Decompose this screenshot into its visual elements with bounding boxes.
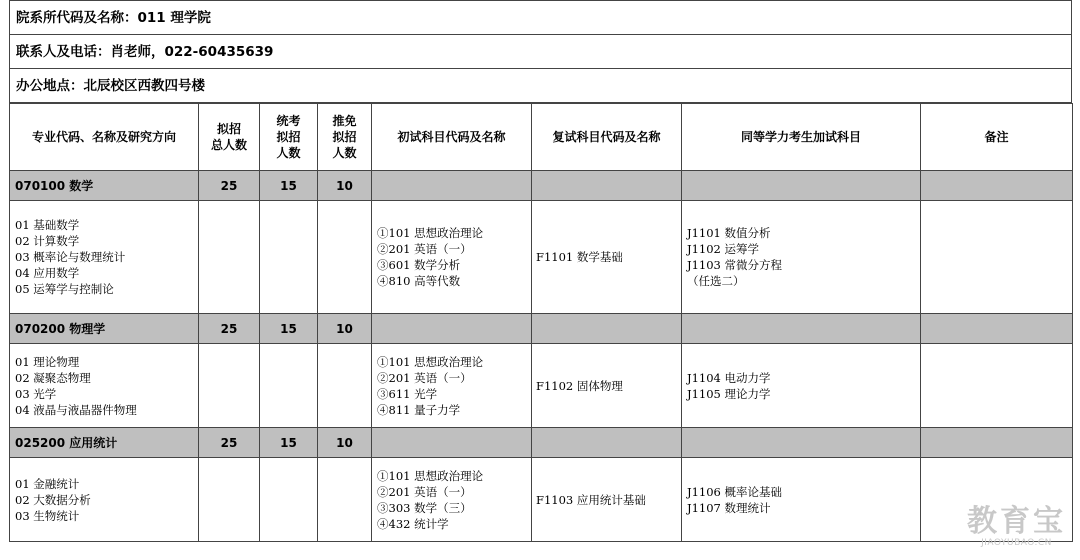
watermark-logo xyxy=(967,506,1066,548)
total-count: 25 xyxy=(199,171,260,201)
empty-cell xyxy=(199,458,260,542)
header-exempt: 推免 拟招 人数 xyxy=(318,104,372,171)
direction-item: 03 光学 xyxy=(15,386,57,401)
watermark-text: 教育宝 xyxy=(967,504,1066,539)
first-exam-item: ④432 统计学 xyxy=(377,516,449,531)
empty-cell xyxy=(199,344,260,428)
direction-item: 05 运筹学与控制论 xyxy=(15,282,114,296)
extra-exam-cell xyxy=(682,458,921,542)
group-cell xyxy=(682,171,921,201)
group-cell xyxy=(372,428,532,458)
extra-exam-cell xyxy=(682,344,921,428)
first-exam-cell xyxy=(372,458,532,542)
empty-cell xyxy=(318,344,372,428)
first-exam-item: ①101 思想政治理论 xyxy=(377,468,484,483)
second-exam-cell: F1101 数学基础 xyxy=(532,201,682,314)
empty-cell xyxy=(318,458,372,542)
direction-item: 02 凝聚态物理 xyxy=(15,370,91,385)
group-row xyxy=(10,171,1073,201)
header-second-exam: 复试科目代码及名称 xyxy=(532,104,682,171)
group-cell xyxy=(682,428,921,458)
detail-row xyxy=(10,344,1073,428)
first-exam-item: ②201 英语（一） xyxy=(377,242,472,256)
extra-exam-item: J1101 数值分析 xyxy=(687,226,771,240)
group-cell xyxy=(372,171,532,201)
exempt-count: 10 xyxy=(318,171,372,201)
direction-item: 02 计算数学 xyxy=(15,234,80,248)
major-name: 070100 数学 xyxy=(10,171,199,201)
major-name: 070200 物理学 xyxy=(10,314,199,344)
total-count: 25 xyxy=(199,314,260,344)
detail-row xyxy=(10,458,1073,542)
group-cell xyxy=(532,428,682,458)
direction-item: 01 理论物理 xyxy=(15,354,80,369)
major-name: 025200 应用统计 xyxy=(10,428,199,458)
first-exam-item: ③601 数学分析 xyxy=(377,258,461,272)
first-exam-item: ①101 思想政治理论 xyxy=(377,354,484,369)
first-exam-cell xyxy=(372,344,532,428)
direction-item: 03 生物统计 xyxy=(15,508,80,523)
group-cell xyxy=(682,314,921,344)
contact-line: 联系人及电话：肖老师，022-60435639 xyxy=(9,35,1072,69)
directions-cell xyxy=(10,201,199,314)
extra-exam-item: J1104 电动力学 xyxy=(687,370,771,385)
first-exam-item: ④811 量子力学 xyxy=(377,402,461,417)
remarks-cell xyxy=(921,201,1073,314)
directions-cell xyxy=(10,344,199,428)
extra-exam-item: J1106 概率论基础 xyxy=(687,484,783,499)
exam-count: 15 xyxy=(260,171,318,201)
direction-item: 04 应用数学 xyxy=(15,266,80,280)
group-row xyxy=(10,428,1073,458)
group-cell xyxy=(921,314,1073,344)
first-exam-item: ②201 英语（一） xyxy=(377,484,472,499)
direction-item: 04 液晶与液晶器件物理 xyxy=(15,402,137,417)
direction-item: 03 概率论与数理统计 xyxy=(15,250,126,264)
group-cell xyxy=(372,314,532,344)
group-row xyxy=(10,314,1073,344)
exempt-count: 10 xyxy=(318,314,372,344)
empty-cell xyxy=(260,344,318,428)
detail-row xyxy=(10,201,1073,314)
program-table xyxy=(9,103,1073,542)
direction-item: 01 基础数学 xyxy=(15,218,80,232)
empty-cell xyxy=(318,201,372,314)
extra-exam-item: J1107 数理统计 xyxy=(687,500,771,515)
header-first-exam: 初试科目代码及名称 xyxy=(372,104,532,171)
remarks-cell xyxy=(921,344,1073,428)
first-exam-cell xyxy=(372,201,532,314)
direction-item: 02 大数据分析 xyxy=(15,492,91,507)
extra-exam-cell xyxy=(682,201,921,314)
header-total: 拟招 总人数 xyxy=(199,104,260,171)
directions-cell xyxy=(10,458,199,542)
first-exam-item: ③303 数学（三） xyxy=(377,500,472,515)
first-exam-item: ③611 光学 xyxy=(377,386,438,401)
exam-count: 15 xyxy=(260,314,318,344)
header-remarks: 备注 xyxy=(921,104,1073,171)
empty-cell xyxy=(260,201,318,314)
group-cell xyxy=(532,314,682,344)
watermark-url: JIAOYUBAO.CN xyxy=(981,538,1052,548)
address-line: 办公地点：北辰校区西教四号楼 xyxy=(9,69,1072,103)
header-exam: 统考 拟招 人数 xyxy=(260,104,318,171)
second-exam-cell: F1102 固体物理 xyxy=(532,344,682,428)
extra-exam-item: J1103 常微分方程 xyxy=(687,258,783,272)
direction-item: 01 金融统计 xyxy=(15,476,80,491)
header-row xyxy=(10,104,1073,171)
extra-exam-item: （任选二） xyxy=(687,274,745,288)
group-cell xyxy=(921,428,1073,458)
header-major: 专业代码、名称及研究方向 xyxy=(10,104,199,171)
extra-exam-item: J1105 理论力学 xyxy=(687,386,771,401)
first-exam-item: ②201 英语（一） xyxy=(377,370,472,385)
second-exam-cell: F1103 应用统计基础 xyxy=(532,458,682,542)
header-extra-exam: 同等学力考生加试科目 xyxy=(682,104,921,171)
first-exam-item: ①101 思想政治理论 xyxy=(377,226,484,240)
empty-cell xyxy=(199,201,260,314)
exempt-count: 10 xyxy=(318,428,372,458)
admissions-sheet xyxy=(9,0,1072,542)
exam-count: 15 xyxy=(260,428,318,458)
group-cell xyxy=(532,171,682,201)
extra-exam-item: J1102 运筹学 xyxy=(687,242,760,256)
total-count: 25 xyxy=(199,428,260,458)
empty-cell xyxy=(260,458,318,542)
first-exam-item: ④810 高等代数 xyxy=(377,274,461,288)
group-cell xyxy=(921,171,1073,201)
department-line: 院系所代码及名称：011 理学院 xyxy=(9,0,1072,35)
